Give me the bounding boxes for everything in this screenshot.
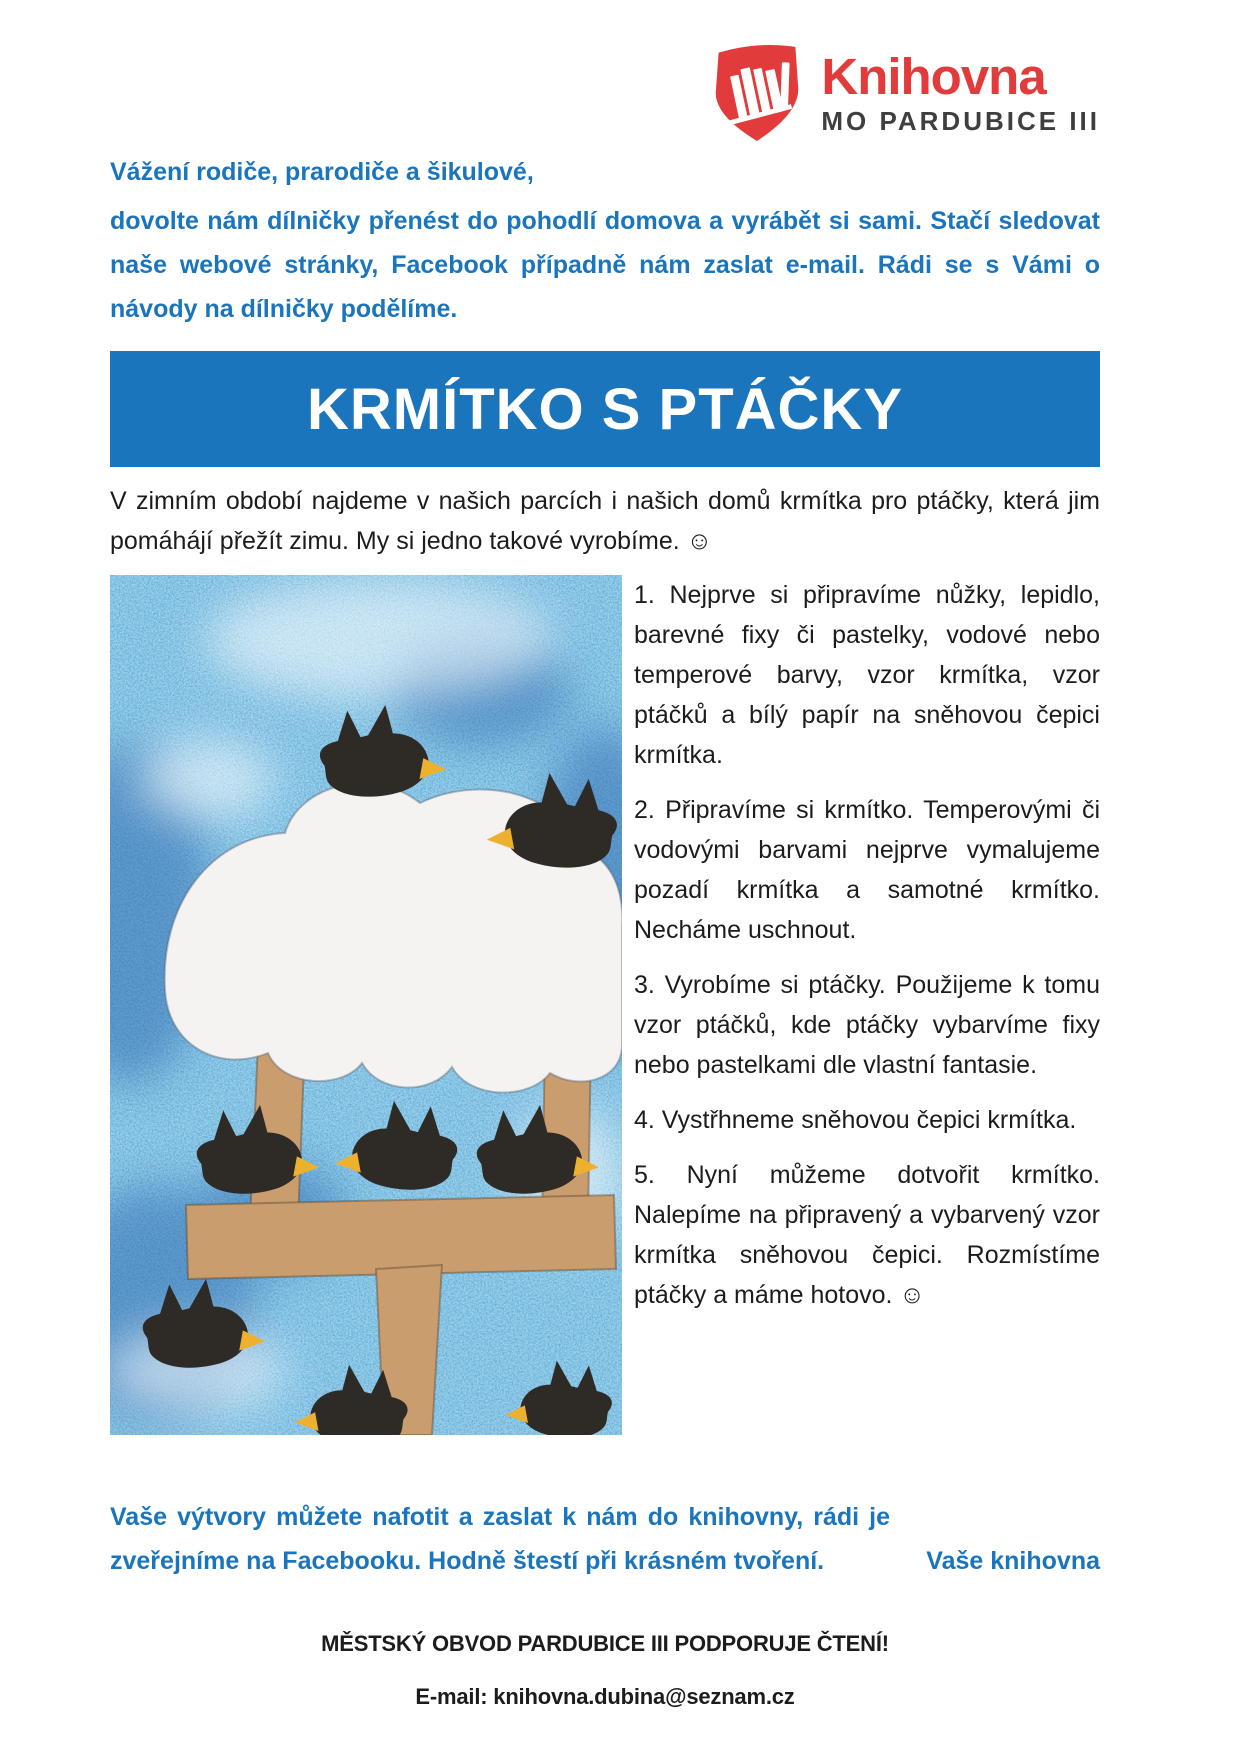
footer-email: E-mail: knihovna.dubina@seznam.cz	[415, 1684, 795, 1709]
logo-subtitle: MO PARDUBICE III	[821, 105, 1100, 136]
craft-photo	[110, 575, 622, 1435]
birds-on-platform	[197, 1101, 599, 1194]
outro-paragraph: Vaše výtvory můžete nafotit a zaslat k nám do knihovny, rádi je zveřejníme na Facebooku. Hodně štestí při krásném tvoření.	[110, 1503, 890, 1575]
signature: Vaše knihovna	[926, 1547, 1100, 1575]
instruction-step-4: 4. Vystřhneme sněhovou čepici krmítka.	[634, 1106, 1077, 1134]
intro-paragraph: dovolte nám dílničky přenést do pohodlí domova a vyrábět si sami. Stačí sledovat naše webové stránky, Facebook případně nám zaslat e-mail. Rádi se s Vámi o návody na dílničky podělíme.	[110, 207, 1100, 323]
title-banner	[110, 351, 1100, 467]
page-title: KRMÍTKO S PTÁČKY	[307, 376, 903, 442]
feeder-platform	[186, 1195, 616, 1279]
logo-brand: Knihovna	[821, 47, 1046, 105]
instruction-step-1: 1. Nejprve si připravíme nůžky, lepidlo, barevné fixy či pastelky, vodové nebo temperové barvy, vzor krmítka, vzor ptáčků a bílý papír na sněhovou čepici krmítka.	[634, 581, 1100, 769]
books-shield-icon	[709, 39, 805, 145]
instruction-step-5: 5. Nyní můžeme dotvořit krmítko. Nalepíme na připravený a vybarvený vzor krmítka sněhovou čepici. Rozmístíme ptáčky a máme hotovo. ☺	[634, 1161, 1100, 1309]
lead-paragraph: V zimním období najdeme v našich parcích i našich domů krmítka pro ptáčky, která jim pomáhájí přežít zimu. My si jedno takové vyrobíme. ☺	[110, 487, 1100, 555]
footer-slogan: MĚSTSKÝ OBVOD PARDUBICE III PODPORUJE ČTENÍ!	[321, 1631, 889, 1656]
logo-text	[821, 47, 1100, 136]
instruction-step-3: 3. Vyrobíme si ptáčky. Použijeme k tomu vzor ptáčků, kde ptáčky vybarvíme fixy nebo pastelkami dle vlastní fantasie.	[634, 971, 1100, 1079]
greeting-line: Vážení rodiče, prarodiče a šikulové,	[110, 158, 534, 186]
outro-block	[110, 1495, 1100, 1583]
library-logo	[709, 39, 1100, 145]
header	[110, 40, 1100, 144]
content-row	[110, 575, 1100, 1435]
instruction-step-2: 2. Připravíme si krmítko. Temperovými či vodovými barvami nejprve vymalujeme pozadí krmítka a samotné krmítko. Necháme uschnout.	[634, 796, 1100, 944]
instructions-list	[634, 575, 1100, 1330]
